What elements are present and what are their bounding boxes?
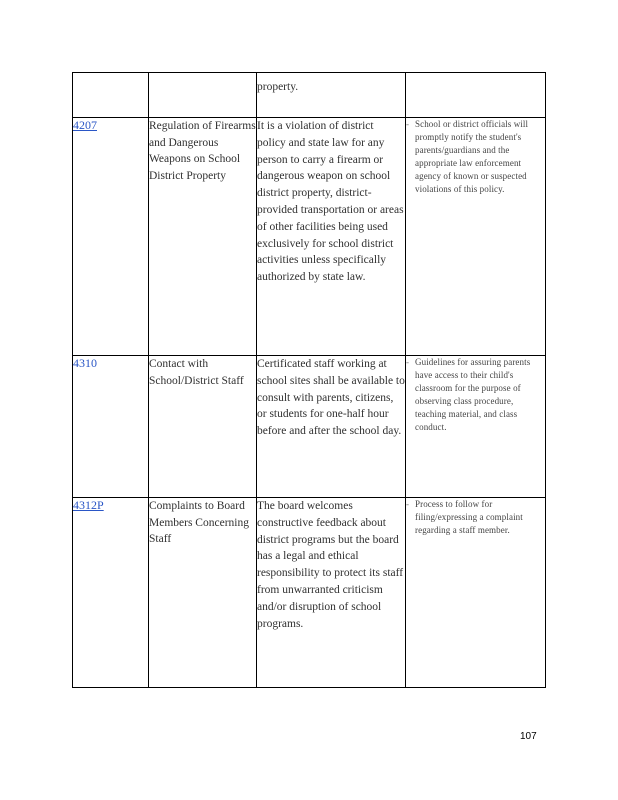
summary-cell <box>406 73 546 118</box>
summary-item <box>406 498 545 537</box>
bullet-dash: - <box>406 119 410 129</box>
policy-summary: School or district officials will promptly notify the student's parents/guardians and the appropriate law enforcement agency of known or suspected violations of this policy. <box>415 119 529 195</box>
code-cell <box>73 73 149 118</box>
policy-title: Contact with School/District Staff <box>149 356 257 498</box>
bullet-dash: - <box>406 357 410 367</box>
summary-item <box>406 356 545 435</box>
policy-summary: Guidelines for assuring parents have access to their child's classroom for the purpose of observing class procedure, teaching material, and class conduct. <box>415 357 531 433</box>
policy-title: Complaints to Board Members Concerning Staff <box>149 498 257 688</box>
bullet-dash: - <box>406 499 410 509</box>
policy-code-link[interactable]: 4207 <box>73 118 97 132</box>
table-row-continued <box>73 73 546 118</box>
title-cell <box>149 73 257 118</box>
policy-code-cell <box>73 498 149 688</box>
policy-title: Regulation of Firearms and Dangerous Weapons on School District Property <box>149 118 257 356</box>
description-cell: property. <box>257 73 406 118</box>
page-number: 107 <box>520 731 537 742</box>
policy-code-cell <box>73 118 149 356</box>
policy-summary-cell <box>406 498 546 688</box>
policy-code-link[interactable]: 4312P <box>73 498 104 512</box>
policy-code-link[interactable]: 4310 <box>73 356 97 370</box>
policy-summary-cell <box>406 118 546 356</box>
policy-summary: Process to follow for filing/expressing a complaint regarding a staff member. <box>415 499 523 536</box>
policy-code-cell <box>73 356 149 498</box>
summary-item <box>406 118 545 197</box>
table-row <box>73 118 546 356</box>
table-row <box>73 356 546 498</box>
policy-description: Certificated staff working at school sites shall be available to consult with parents, citizens, or students for one-half hour before and after the school day. <box>257 356 406 498</box>
policy-description: The board welcomes constructive feedback about district programs but the board has a legal and ethical responsibility to protect its staff from unwarranted criticism and/or disruption of school programs. <box>257 498 406 688</box>
table-row <box>73 498 546 688</box>
policy-summary-cell <box>406 356 546 498</box>
policy-table <box>72 72 546 688</box>
policy-description: It is a violation of district policy and state law for any person to carry a firearm or dangerous weapon on school district property, district-provided transportation or areas of other facilities being used exclusively for school district activities unless specifically authorized by state law. <box>257 118 406 356</box>
